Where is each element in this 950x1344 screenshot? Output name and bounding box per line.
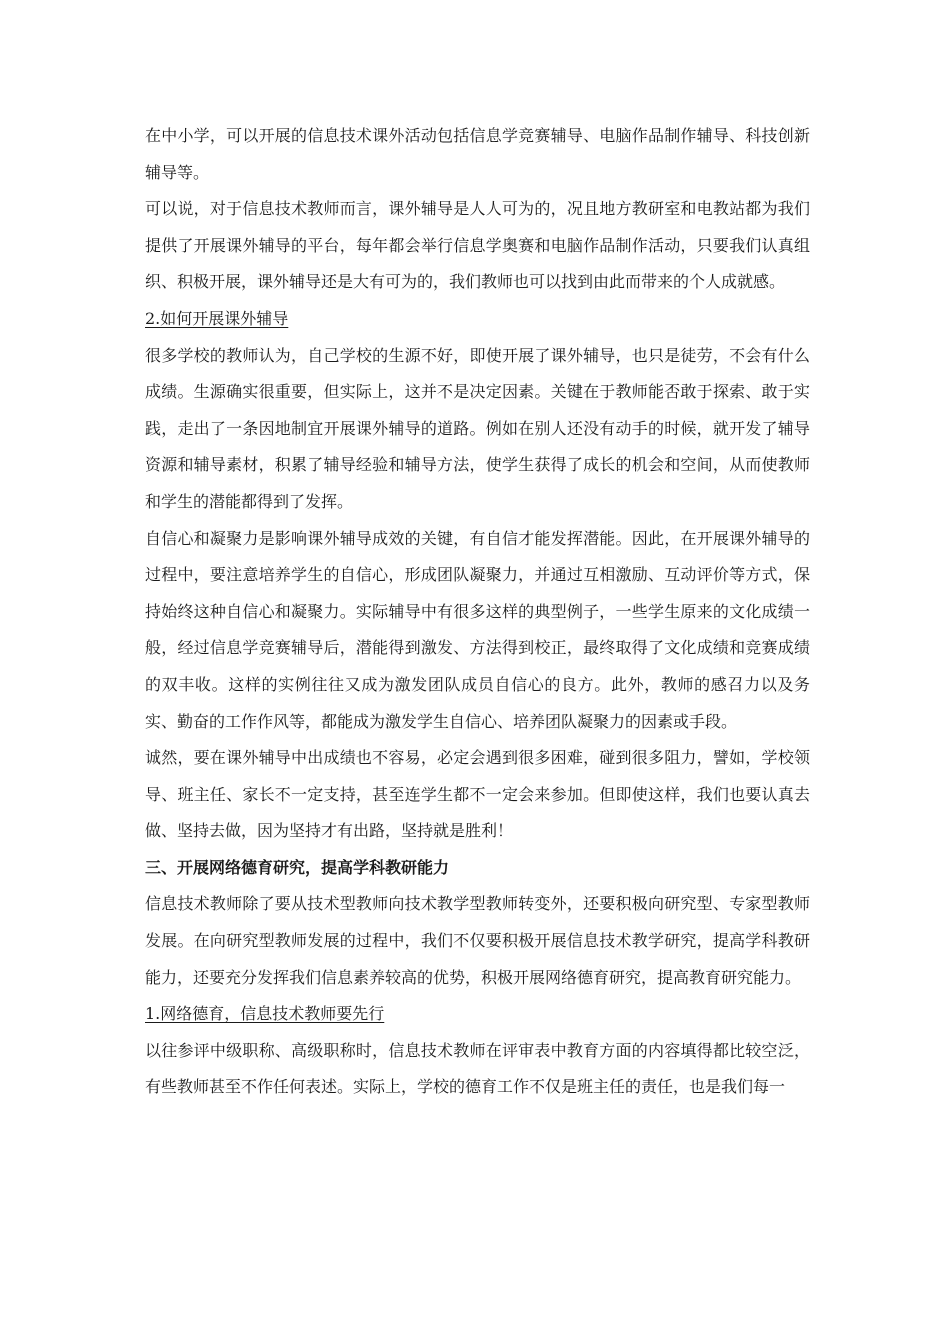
paragraph-tutoring-possible: 可以说，对于信息技术教师而言，课外辅导是人人可为的，况且地方教研室和电教站都为我们提供了开展课外辅导的平台，每年都会举行信息学奥赛和电脑作品制作活动，只要我们认真组织、积极开展，课外辅导还是大有可为的，我们教师也可以找到由此而带来的个人成就感。 xyxy=(145,199,810,292)
paragraph-title-evaluation: 以往参评中级职称、高级职称时，信息技术教师在评审表中教育方面的内容填得都比较空泛，有些教师甚至不作任何表述。实际上，学校的德育工作不仅是班主任的责任，也是我们每一 xyxy=(145,1040,810,1097)
subheading-how-to-tutor: 2.如何开展课外辅导 xyxy=(145,308,289,328)
paragraph-student-source: 很多学校的教师认为，自己学校的生源不好，即使开展了课外辅导，也只是徒劳，不会有什么成绩。生源确实很重要，但实际上，这并不是决定因素。关键在于教师能否敢于探索、敢于实践，走出了一条因地制宜开展课外辅导的道路。例如在别人还没有动手的时候，就开发了辅导资源和辅导素材，积累了辅导经验和辅导方法，使学生获得了成长的机会和空间，从而使教师和学生的潜能都得到了发挥。 xyxy=(145,345,810,511)
section-heading-moral-education: 三、开展网络德育研究，提高学科教研能力 xyxy=(145,857,450,877)
paragraph-confidence-cohesion: 自信心和凝聚力是影响课外辅导成效的关键，有自信才能发挥潜能。因此，在开展课外辅导的过程中，要注意培养学生的自信心，形成团队凝聚力，并通过互相激励、互动评价等方式，保持始终这种自信心和凝聚力。实际辅导中有很多这样的典型例子，一些学生原来的文化成绩一般，经过信息学竞赛辅导后，潜能得到激发、方法得到校正，最终取得了文化成绩和竞赛成绩的双丰收。这样的实例往往又成为激发团队成员自信心的良方。此外，教师的感召力以及务实、勤奋的工作作风等，都能成为激发学生自信心、培养团队凝聚力的因素或手段。 xyxy=(145,528,810,731)
paragraph-persistence: 诚然，要在课外辅导中出成绩也不容易，必定会遇到很多困难，碰到很多阻力，譬如，学校领导、班主任、家长不一定支持，甚至连学生都不一定会来参加。但即使这样，我们也要认真去做、坚持去做，因为坚持才有出路，坚持就是胜利！ xyxy=(145,748,810,841)
paragraph-activities: 在中小学，可以开展的信息技术课外活动包括信息学竞赛辅导、电脑作品制作辅导、科技创新辅导等。 xyxy=(145,126,810,182)
paragraph-teacher-development: 信息技术教师除了要从技术型教师向技术教学型教师转变外，还要积极向研究型、专家型教师发展。在向研究型教师发展的过程中，我们不仅要积极开展信息技术教学研究，提高学科教研能力，还要充分发挥我们信息素养较高的优势，积极开展网络德育研究，提高教育研究能力。 xyxy=(145,894,810,987)
subheading-network-moral-education: 1.网络德育，信息技术教师要先行 xyxy=(145,1004,385,1024)
document-body xyxy=(145,118,810,1106)
